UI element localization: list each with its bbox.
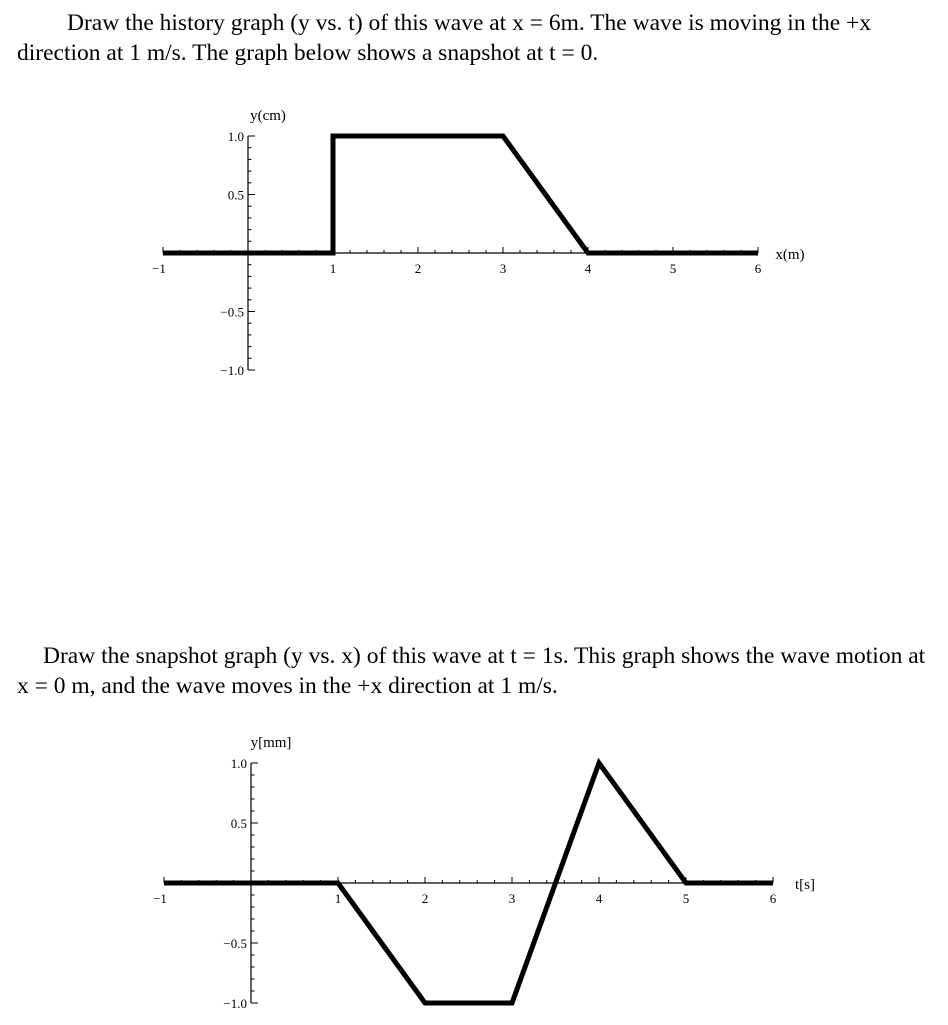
y-tick-label: −1.0 xyxy=(220,363,244,378)
x-tick-label: −1 xyxy=(152,261,166,276)
x-tick-label: 2 xyxy=(414,261,422,276)
x-tick-label: 5 xyxy=(669,261,677,276)
x-tick-label: 4 xyxy=(584,261,592,276)
y-tick-label: 0.5 xyxy=(227,187,244,203)
problem-1-statement: Draw the history graph (y vs. t) of this wave at x = 6m. The wave is moving in the +x direction at 1 m/s. The graph below shows a snapshot at t = 0. xyxy=(17,10,872,66)
snapshot-graph-t0 xyxy=(0,100,948,400)
y-axis-title: y[mm] xyxy=(250,735,292,751)
x-tick-label: 5 xyxy=(682,891,690,906)
y-tick-label: 1.0 xyxy=(227,129,244,144)
y-tick-label: −1.0 xyxy=(223,996,247,1011)
y-tick-label: 0.5 xyxy=(230,816,247,831)
x-tick-label: 6 xyxy=(754,261,762,276)
x-tick-label: 3 xyxy=(499,261,507,276)
motion-graph-x0 xyxy=(0,725,948,1025)
x-axis-title: x(m) xyxy=(775,247,805,263)
problem-1-text xyxy=(17,8,937,68)
x-tick-label: −1 xyxy=(153,891,167,906)
x-tick-label: 4 xyxy=(595,891,603,906)
y-tick-label: −0.5 xyxy=(220,304,244,320)
x-tick-label: 1 xyxy=(334,891,342,906)
x-tick-label: 6 xyxy=(769,891,777,906)
x-tick-label: 3 xyxy=(508,891,516,906)
x-tick-label: 2 xyxy=(421,891,429,906)
y-tick-label: −0.5 xyxy=(223,936,247,951)
problem-2-statement: Draw the snapshot graph (y vs. x) of this wave at t = 1s. This graph shows the wave motion at x = 0 m, and the wave moves in the +x direction at 1 m/s. xyxy=(17,643,926,699)
problem-2-text xyxy=(17,641,937,701)
y-tick-label: 1.0 xyxy=(230,756,247,771)
x-axis-title: t[s] xyxy=(795,877,815,893)
x-tick-label: 1 xyxy=(329,261,337,276)
y-axis-title: y(cm) xyxy=(250,108,286,124)
